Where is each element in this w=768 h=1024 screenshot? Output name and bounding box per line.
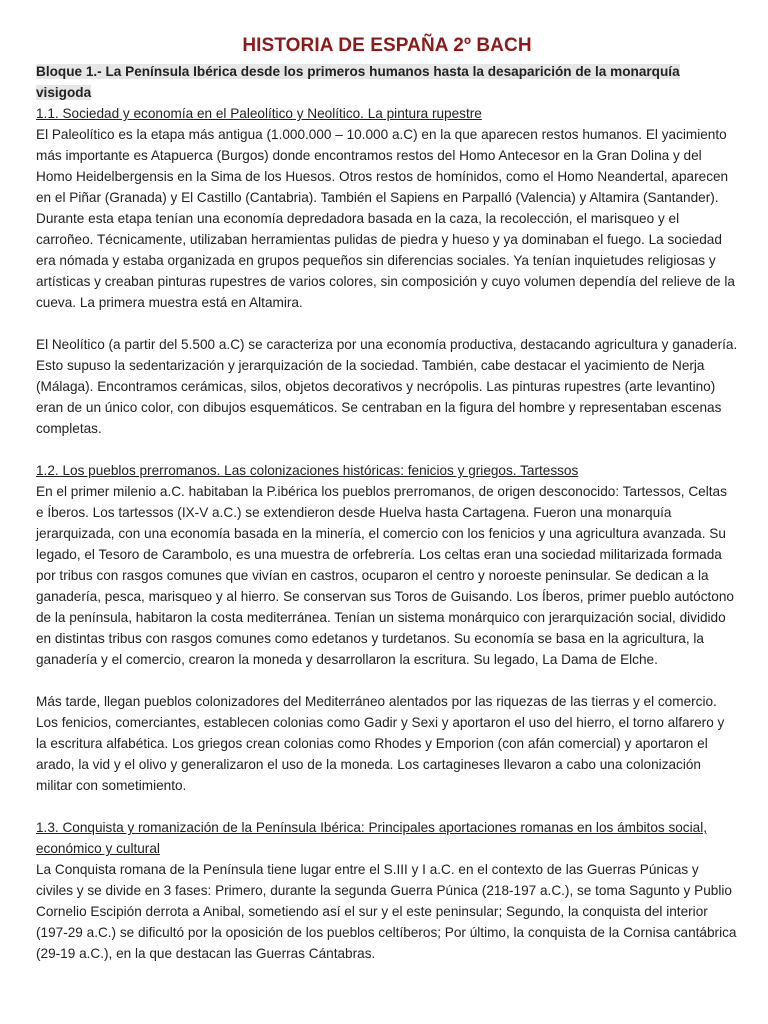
- paragraph-gap: [36, 796, 738, 817]
- paragraph-gap: [36, 670, 738, 691]
- paragraph-paleolitico: El Paleolítico es la etapa más antigua (1.000.000 – 10.000 a.C) en la que aparecen restos humanos. El yacimiento más importante es Atapuerca (Burgos) donde encontramos restos del Homo Antecesor en la Gran Dolina y del Homo Heidelbergensis en la Sima de los Huesos. Otros restos de homínidos, como el Homo Neandertal, aparecen en el Piñar (Granada) y El Castillo (Cantabria). También el Sapiens en Parpalló (Valencia) y Altamira (Santander). Durante esta etapa tenían una economía depredadora basada en la caza, la recolección, el marisqueo y el carroñeo. Técnicamente, utilizaban herramientas pulidas de piedra y hueso y ya dominaban el fuego. La sociedad era nómada y estaba organizada en grupos pequeños sin diferencias sociales. Ya tenían inquietudes religiosas y artísticas y creaban pinturas rupestres de varios colores, sin composición y cuyo volumen dependía del relieve de la cueva. La primera muestra está en Altamira.: [36, 127, 735, 310]
- paragraph-neolitico: El Neolítico (a partir del 5.500 a.C) se caracteriza por una economía productiva, destacando agricultura y ganadería. Esto supuso la sedentarización y jerarquización de la sociedad. También, cabe destacar el yacimiento de Nerja (Málaga). Encontramos cerámicas, silos, objetos decorativos y necrópolis. Las pinturas rupestres (arte levantino) eran de un único color, con dibujos esquemáticos. Se centraban en la figura del hombre y representaban escenas completas.: [36, 337, 738, 436]
- section-heading-1-3: 1.3. Conquista y romanización de la Península Ibérica: Principales aportaciones romanas en los ámbitos social, económico y cultural: [36, 820, 707, 856]
- paragraph-gap: [36, 439, 738, 460]
- section-heading-1-2: 1.2. Los pueblos prerromanos. Las colonizaciones históricas: fenicios y griegos. Tartessos: [36, 463, 579, 478]
- paragraph-prerromanos: En el primer milenio a.C. habitaban la P.ibérica los pueblos prerromanos, de origen desconocido: Tartessos, Celtas e Íberos. Los tartessos (IX-V a.C.) se extendieron desde Huelva hasta Cartagena. Fueron una monarquía jerarquizada, con una economía basada en la minería, el comercio con los fenicios y una agricultura avanzada. Su legado, el Tesoro de Carambolo, es una muestra de orfebrería. Los celtas eran una sociedad militarizada formada por tribus con rasgos comunes que vivían en castros, ocuparon el centro y noroeste peninsular. Se dedican a la ganadería, pesca, marisqueo y al hierro. Se conservan sus Toros de Guisando. Los Íberos, primer pueblo autóctono de la península, habitaron la costa mediterránea. Tenían un sistema monárquico con jerarquización social, dividido en distintas tribus con rasgos comunes como edetanos y turdetanos. Su economía se basa en la agricultura, la ganadería y el comercio, crearon la moneda y desarrollaron la escritura. Su legado, La Dama de Elche.: [36, 484, 734, 667]
- document-title: HISTORIA DE ESPAÑA 2º BACH: [242, 35, 532, 56]
- paragraph-colonizaciones: Más tarde, llegan pueblos colonizadores del Mediterráneo alentados por las riquezas de las tierras y el comercio. Los fenicios, comerciantes, establecen colonias como Gadir y Sexi y aportaron el uso del hierro, el torno alfarero y la escritura alfabética. Los griegos crean colonias como Rhodes y Emporion (con afán comercial) y aportaron el arado, la vid y el olivo y generalizaron el uso de la moneda. Los cartagineses llevaron a cabo una colonización militar con sometimiento.: [36, 694, 725, 793]
- block-heading-wrap: [36, 61, 738, 103]
- paragraph-conquista: La Conquista romana de la Península tiene lugar entre el S.III y I a.C. en el contexto de las Guerras Púnicas y civiles y se divide en 3 fases: Primero, durante la segunda Guerra Púnica (218-197 a.C.), se toma Sagunto y Publio Cornelio Escipión derrota a Anibal, sometiendo así el sur y el este peninsular; Segundo, la conquista del interior (197-29 a.C.) se dificultó por la oposición de los pueblos celtíberos; Por último, la conquista de la Cornisa cantábrica (29-19 a.C.), en la que destacan las Guerras Cántabras.: [36, 862, 737, 961]
- section-heading-1-1: 1.1. Sociedad y economía en el Paleolítico y Neolítico. La pintura rupestre: [36, 106, 482, 121]
- paragraph-gap: [36, 313, 738, 334]
- block-heading: Bloque 1.- La Península Ibérica desde los primeros humanos hasta la desaparición de la monarquía visigoda: [36, 64, 680, 100]
